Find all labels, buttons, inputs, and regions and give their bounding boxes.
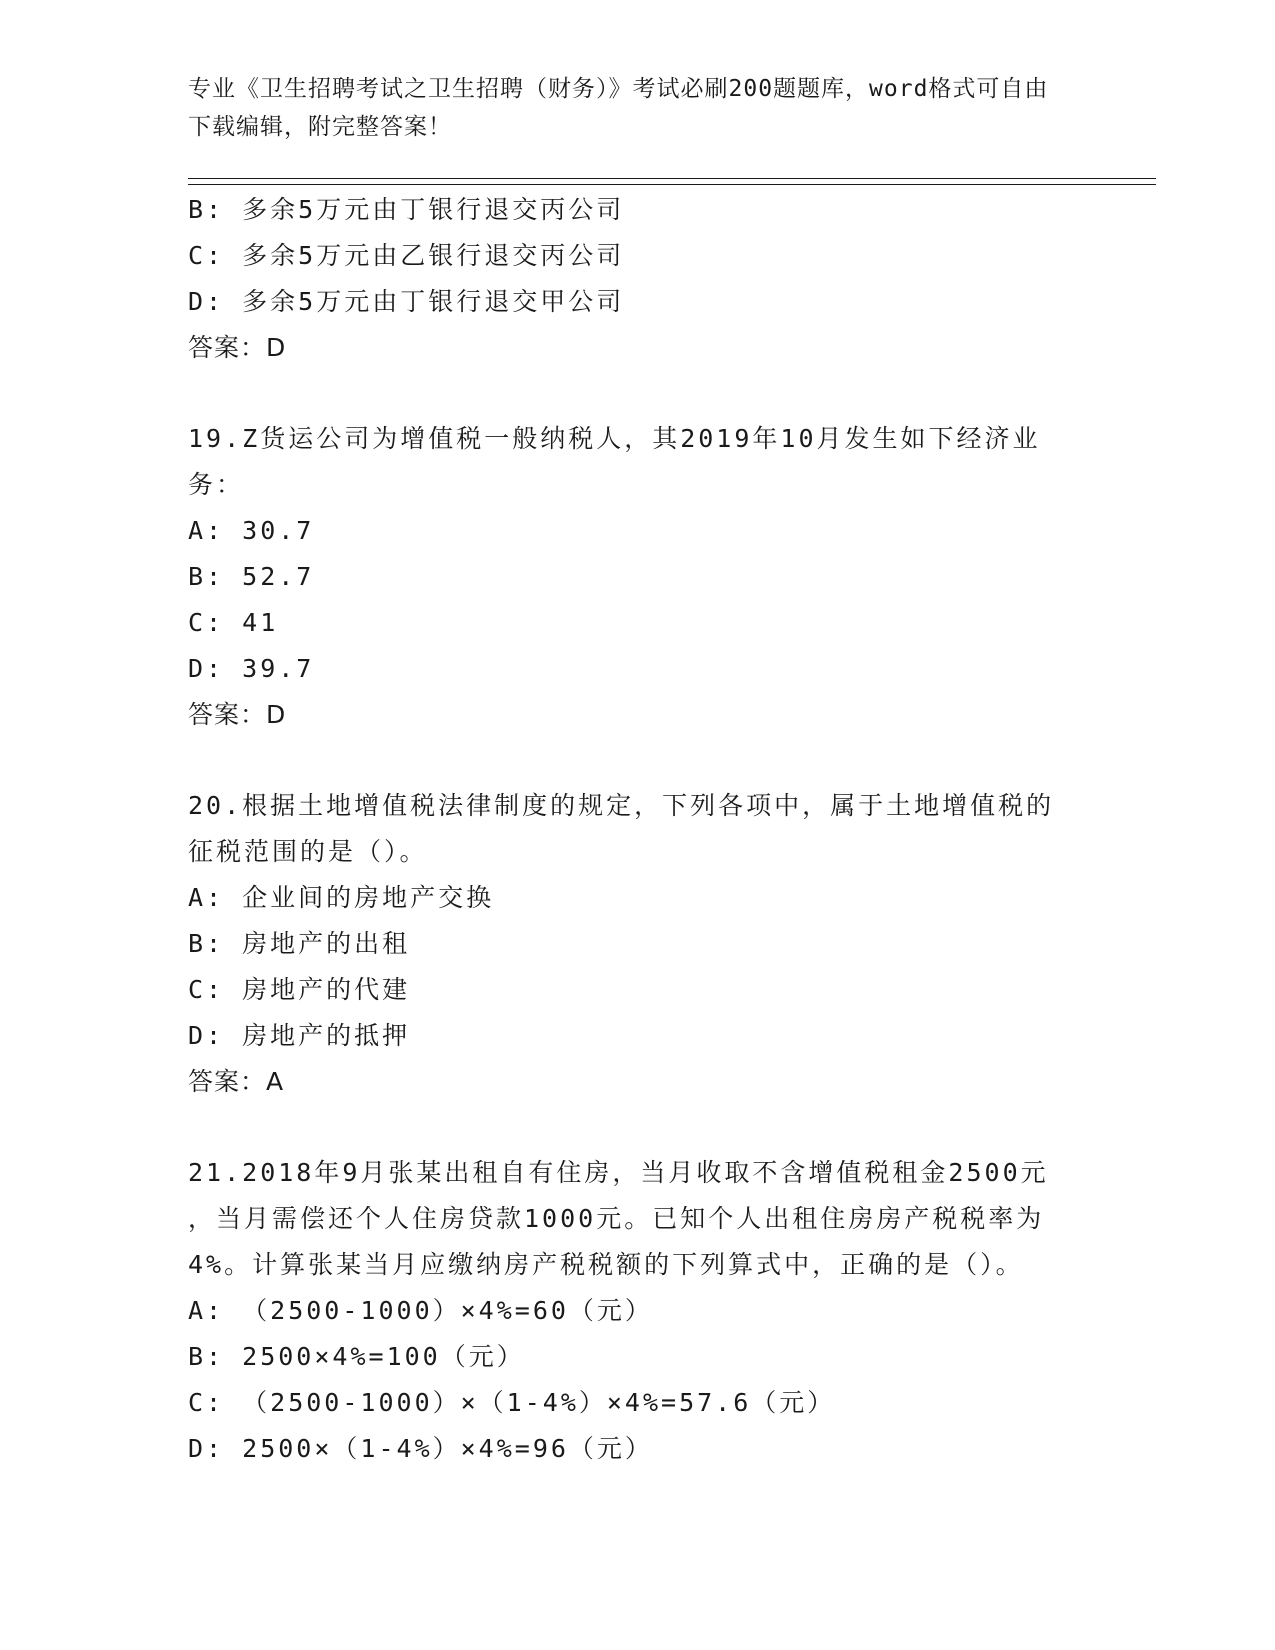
option-b: B: 多余5万元由丁银行退交丙公司 xyxy=(188,195,625,224)
option-b: B: 2500×4%=100（元） xyxy=(188,1342,525,1371)
option-d: D: 房地产的抵押 xyxy=(188,1021,411,1050)
option-d: D: 2500×（1-4%）×4%=96（元） xyxy=(188,1434,653,1463)
question-text-line: 4%。计算张某当月应缴纳房产税税额的下列算式中，正确的是（）。 xyxy=(188,1250,1024,1279)
question-text-line: 20.根据土地增值税法律制度的规定，下列各项中，属于土地增值税的 xyxy=(188,791,1055,820)
prev-question-block xyxy=(188,187,1088,371)
question-text-line: 21.2018年9月张某出租自有住房，当月收取不含增值税租金2500元 xyxy=(188,1158,1049,1187)
option-c: C: 房地产的代建 xyxy=(188,975,411,1004)
question-content xyxy=(188,187,1088,1472)
option-a: A: （2500-1000）×4%=60（元） xyxy=(188,1296,653,1325)
header-divider-top xyxy=(188,178,1156,179)
option-d: D: 39.7 xyxy=(188,654,315,683)
answer-line: 答案：D xyxy=(188,333,287,362)
option-a: A: 30.7 xyxy=(188,516,315,545)
question-text-line: ，当月需偿还个人住房贷款1000元。已知个人出租住房房产税税率为 xyxy=(188,1204,1045,1233)
option-a: A: 企业间的房地产交换 xyxy=(188,883,495,912)
option-b: B: 52.7 xyxy=(188,562,315,591)
option-c: C: （2500-1000）×（1-4%）×4%=57.6（元） xyxy=(188,1388,836,1417)
question-20 xyxy=(188,783,1088,1105)
option-d: D: 多余5万元由丁银行退交甲公司 xyxy=(188,287,625,316)
header-text: 专业《卫生招聘考试之卫生招聘（财务）》考试必刷200题题库，word格式可自由下载编辑，附完整答案！ xyxy=(188,76,1049,140)
spacer xyxy=(188,738,1088,783)
option-c: C: 41 xyxy=(188,608,279,637)
question-text-line: 19.Z货运公司为增值税一般纳税人，其2019年10月发生如下经济业 xyxy=(188,424,1041,453)
question-21 xyxy=(188,1150,1088,1472)
answer-line: 答案：D xyxy=(188,700,287,729)
header-divider-bottom xyxy=(188,184,1156,185)
option-c: C: 多余5万元由乙银行退交丙公司 xyxy=(188,241,625,270)
spacer xyxy=(188,1105,1088,1150)
spacer xyxy=(188,371,1088,416)
question-19 xyxy=(188,416,1088,738)
question-text-line: 征税范围的是（）。 xyxy=(188,837,428,866)
answer-line: 答案：A xyxy=(188,1067,285,1096)
option-b: B: 房地产的出租 xyxy=(188,929,411,958)
question-text-line: 务： xyxy=(188,470,245,499)
page-header xyxy=(188,70,1068,146)
